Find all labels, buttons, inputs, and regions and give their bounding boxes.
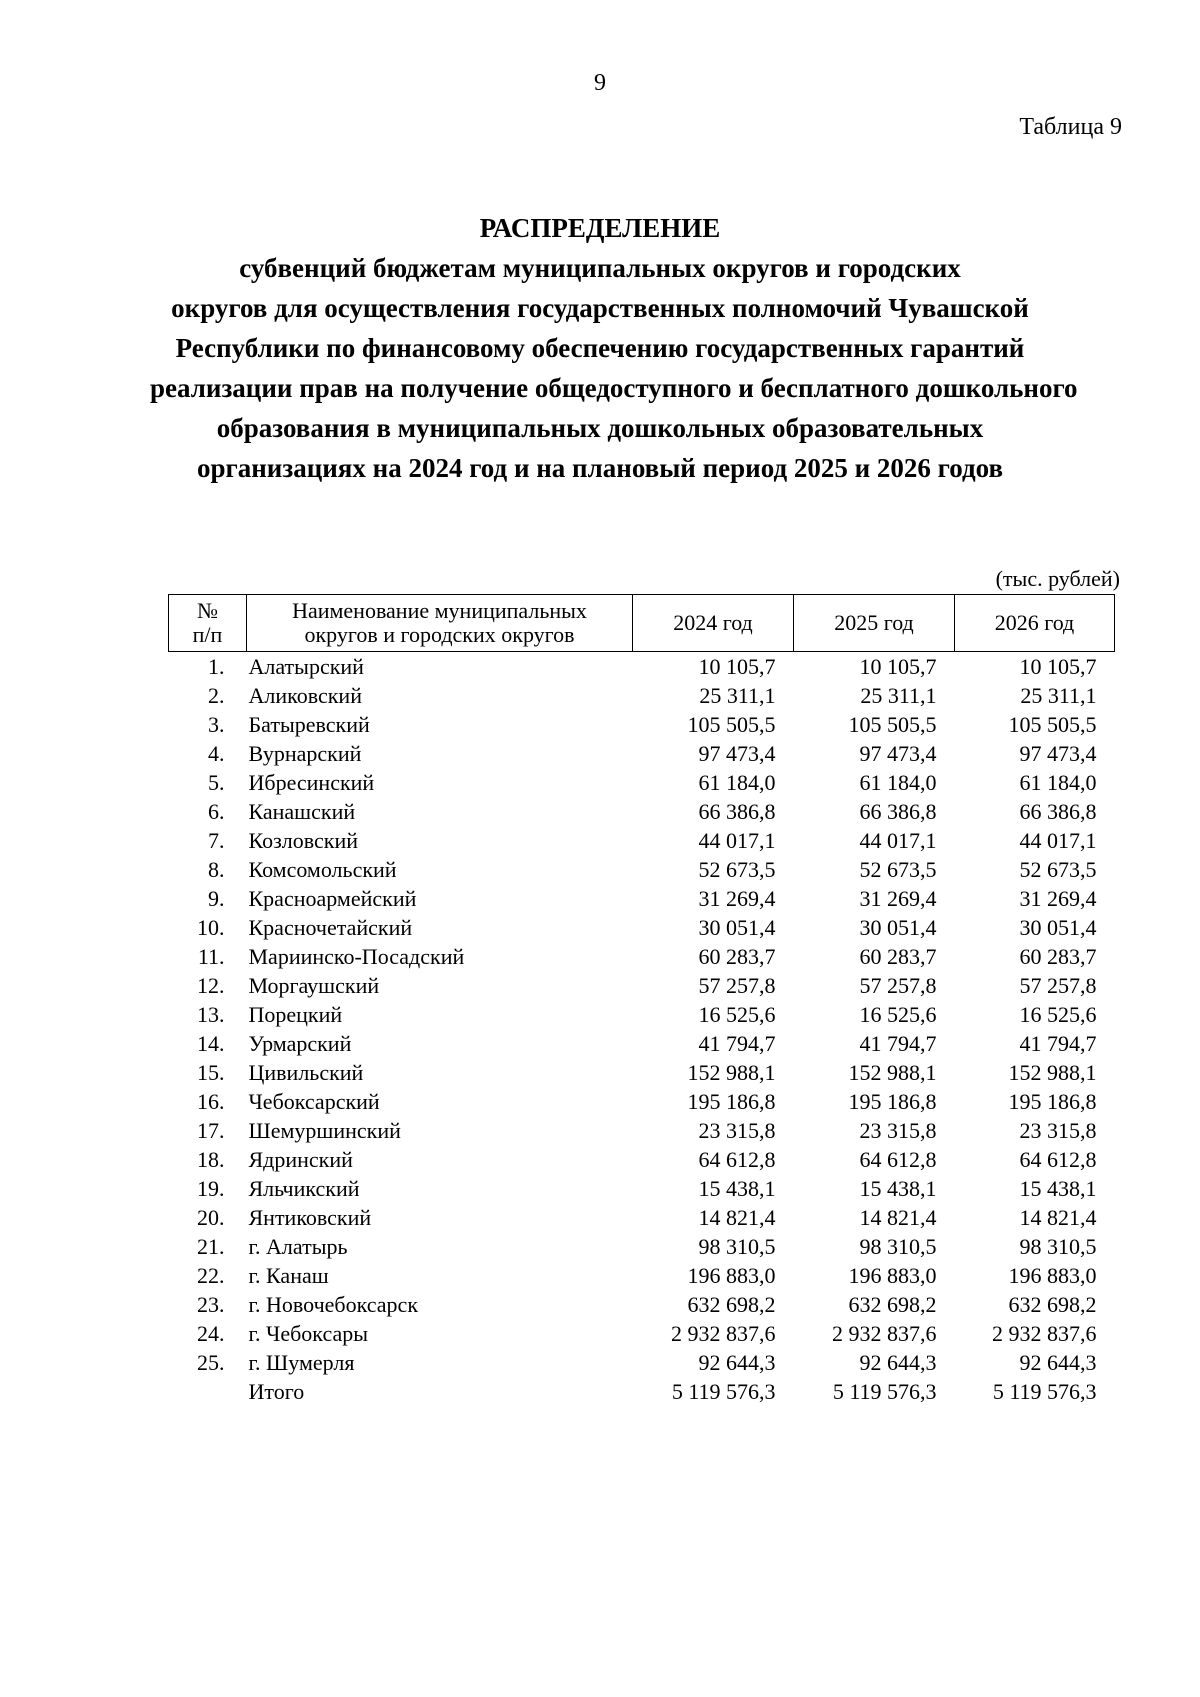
table-row xyxy=(169,652,1115,682)
row-value-2024: 10 105,7 xyxy=(698,654,776,679)
row-number xyxy=(169,1377,247,1406)
table-row xyxy=(169,1290,1115,1319)
row-name: Ядринский xyxy=(248,1147,353,1172)
row-number: 12. xyxy=(197,973,225,998)
header-name-line2: округов и городских округов xyxy=(304,622,575,647)
row-number: 10. xyxy=(197,915,225,940)
row-value-2026: 97 473,4 xyxy=(1019,741,1097,766)
table-row xyxy=(169,797,1115,826)
row-value-2024: 195 186,8 xyxy=(687,1089,776,1114)
row-value-2026: 105 505,5 xyxy=(1008,712,1097,737)
row-number: 5. xyxy=(208,770,225,795)
table-header xyxy=(169,595,1115,652)
table-row xyxy=(169,739,1115,768)
row-value-2026: 61 184,0 xyxy=(1019,770,1097,795)
row-value-2024: 15 438,1 xyxy=(698,1176,776,1201)
table-row xyxy=(169,971,1115,1000)
row-value-2024: 44 017,1 xyxy=(698,828,776,853)
row-value-2025: 44 017,1 xyxy=(859,828,937,853)
table-row xyxy=(169,1058,1115,1087)
table-row-total xyxy=(169,1377,1115,1406)
row-value-2025: 23 315,8 xyxy=(859,1118,937,1143)
heading-title: РАСПРЕДЕЛЕНИЕ xyxy=(479,213,721,243)
row-value-2025: 16 525,6 xyxy=(859,1002,937,1027)
table-row xyxy=(169,884,1115,913)
row-name: Чебоксарский xyxy=(248,1089,380,1114)
row-value-2024: 16 525,6 xyxy=(698,1002,776,1027)
row-value-2025: 57 257,8 xyxy=(859,973,937,998)
row-value-2025: 60 283,7 xyxy=(859,944,937,969)
row-value-2025: 98 310,5 xyxy=(859,1234,937,1259)
row-value-2026: 30 051,4 xyxy=(1019,915,1097,940)
row-number: 24. xyxy=(197,1321,225,1346)
row-value-2025: 5 119 576,3 xyxy=(832,1379,937,1404)
document-heading xyxy=(150,208,1078,488)
row-number: 25. xyxy=(197,1350,225,1375)
row-value-2025: 52 673,5 xyxy=(859,857,937,882)
units-label: (тыс. рублей) xyxy=(995,566,1120,591)
row-name: Моргаушский xyxy=(248,973,380,998)
table-row xyxy=(169,1203,1115,1232)
row-value-2026: 15 438,1 xyxy=(1019,1176,1097,1201)
row-number: 13. xyxy=(197,1002,225,1027)
row-number: 20. xyxy=(197,1205,225,1230)
heading-line: субвенций бюджетам муниципальных округов и городских xyxy=(239,253,961,283)
row-value-2026: 2 932 837,6 xyxy=(992,1321,1097,1346)
row-value-2026: 44 017,1 xyxy=(1019,828,1097,853)
row-value-2025: 66 386,8 xyxy=(859,799,937,824)
row-number: 7. xyxy=(208,828,225,853)
row-number: 14. xyxy=(197,1031,225,1056)
header-number xyxy=(169,595,247,652)
header-name-line1: Наименование муниципальных xyxy=(292,598,587,623)
row-value-2025: 15 438,1 xyxy=(859,1176,937,1201)
row-number: 18. xyxy=(197,1147,225,1172)
row-number: 6. xyxy=(208,799,225,824)
row-value-2024: 196 883,0 xyxy=(687,1263,776,1288)
row-value-2025: 152 988,1 xyxy=(848,1060,937,1085)
row-value-2025: 632 698,2 xyxy=(848,1292,937,1317)
row-value-2026: 14 821,4 xyxy=(1019,1205,1097,1230)
row-name: Мариинско-Посадский xyxy=(248,944,465,969)
page-number: 9 xyxy=(594,70,606,96)
row-value-2025: 31 269,4 xyxy=(859,886,937,911)
row-value-2024: 105 505,5 xyxy=(687,712,776,737)
row-value-2026: 57 257,8 xyxy=(1019,973,1097,998)
table-row xyxy=(169,768,1115,797)
row-value-2024: 66 386,8 xyxy=(698,799,776,824)
row-number: 15. xyxy=(197,1060,225,1085)
row-name: Яльчикский xyxy=(248,1176,360,1201)
row-name: г. Шумерля xyxy=(248,1350,355,1375)
table-label: Таблица 9 xyxy=(1019,114,1122,140)
row-number: 17. xyxy=(197,1118,225,1143)
row-value-2026: 92 644,3 xyxy=(1019,1350,1097,1375)
row-number: 19. xyxy=(197,1176,225,1201)
table-row xyxy=(169,1261,1115,1290)
heading-line: реализации прав на получение общедоступного и бесплатного дошкольного xyxy=(150,373,1078,403)
row-name: Красночетайский xyxy=(248,915,413,940)
row-value-2024: 25 311,1 xyxy=(699,683,776,708)
row-value-2024: 23 315,8 xyxy=(698,1118,776,1143)
row-number: 3. xyxy=(208,712,225,737)
header-row xyxy=(169,595,1115,652)
row-value-2024: 14 821,4 xyxy=(698,1205,776,1230)
table-row xyxy=(169,1232,1115,1261)
row-value-2026: 632 698,2 xyxy=(1008,1292,1097,1317)
header-year-2025: 2025 год xyxy=(794,595,955,652)
row-number: 16. xyxy=(197,1089,225,1114)
row-value-2026: 196 883,0 xyxy=(1008,1263,1097,1288)
row-value-2026: 52 673,5 xyxy=(1019,857,1097,882)
row-value-2026: 64 612,8 xyxy=(1019,1147,1097,1172)
row-value-2025: 30 051,4 xyxy=(859,915,937,940)
row-value-2024: 61 184,0 xyxy=(698,770,776,795)
table-row xyxy=(169,710,1115,739)
table-body xyxy=(169,652,1115,1407)
row-name: Батыревский xyxy=(248,712,370,737)
row-name: Алатырский xyxy=(248,654,364,679)
row-value-2025: 10 105,7 xyxy=(859,654,937,679)
row-name: Цивильский xyxy=(248,1060,364,1085)
row-value-2026: 10 105,7 xyxy=(1019,654,1097,679)
row-value-2025: 14 821,4 xyxy=(859,1205,937,1230)
row-name: Козловский xyxy=(248,828,359,853)
row-name: Шемуршинский xyxy=(248,1118,401,1143)
table-row xyxy=(169,681,1115,710)
row-value-2026: 31 269,4 xyxy=(1019,886,1097,911)
row-value-2025: 105 505,5 xyxy=(848,712,937,737)
row-value-2025: 92 644,3 xyxy=(859,1350,937,1375)
row-value-2026: 195 186,8 xyxy=(1008,1089,1097,1114)
row-name: г. Чебоксары xyxy=(248,1321,369,1346)
row-name: г. Новочебоксарск xyxy=(248,1292,419,1317)
row-value-2026: 16 525,6 xyxy=(1019,1002,1097,1027)
row-number: 23. xyxy=(197,1292,225,1317)
header-number-line2: п/п xyxy=(192,622,223,647)
row-name: Янтиковский xyxy=(248,1205,372,1230)
table-row xyxy=(169,913,1115,942)
row-value-2025: 97 473,4 xyxy=(859,741,937,766)
row-value-2025: 64 612,8 xyxy=(859,1147,937,1172)
table-row xyxy=(169,1174,1115,1203)
row-name: Красноармейский xyxy=(248,886,417,911)
row-value-2024: 98 310,5 xyxy=(698,1234,776,1259)
row-number: 21. xyxy=(197,1234,225,1259)
row-value-2025: 61 184,0 xyxy=(859,770,937,795)
table-row xyxy=(169,1029,1115,1058)
row-value-2025: 41 794,7 xyxy=(859,1031,937,1056)
row-value-2024: 632 698,2 xyxy=(687,1292,776,1317)
table-row xyxy=(169,1087,1115,1116)
row-name: Канашский xyxy=(248,799,356,824)
row-name: Вурнарский xyxy=(248,741,362,766)
row-value-2024: 97 473,4 xyxy=(698,741,776,766)
row-value-2024: 57 257,8 xyxy=(698,973,776,998)
heading-line: Республики по финансовому обеспечению государственных гарантий xyxy=(175,333,1025,363)
row-value-2024: 92 644,3 xyxy=(698,1350,776,1375)
row-value-2024: 64 612,8 xyxy=(698,1147,776,1172)
heading-line: организациях на 2024 год и на плановый период 2025 и 2026 годов xyxy=(196,453,1004,483)
row-value-2024: 30 051,4 xyxy=(698,915,776,940)
heading-line: образования в муниципальных дошкольных образовательных xyxy=(216,413,984,443)
row-number: 1. xyxy=(208,654,225,679)
row-value-2024: 31 269,4 xyxy=(698,886,776,911)
table-row xyxy=(169,1145,1115,1174)
header-number-line1: № xyxy=(197,598,218,623)
table-row xyxy=(169,826,1115,855)
table-row xyxy=(169,1116,1115,1145)
row-value-2025: 25 311,1 xyxy=(860,683,937,708)
row-value-2026: 25 311,1 xyxy=(1020,683,1097,708)
row-value-2024: 152 988,1 xyxy=(687,1060,776,1085)
table-row xyxy=(169,855,1115,884)
row-name: Итого xyxy=(248,1379,305,1404)
table-row xyxy=(169,1000,1115,1029)
row-number: 4. xyxy=(208,741,225,766)
row-name: Порецкий xyxy=(248,1002,343,1027)
row-value-2024: 41 794,7 xyxy=(698,1031,776,1056)
row-value-2024: 52 673,5 xyxy=(698,857,776,882)
row-name: г. Канаш xyxy=(248,1263,329,1288)
row-number: 22. xyxy=(197,1263,225,1288)
row-value-2026: 66 386,8 xyxy=(1019,799,1097,824)
row-value-2025: 195 186,8 xyxy=(848,1089,937,1114)
header-name xyxy=(247,595,633,652)
row-value-2025: 2 932 837,6 xyxy=(832,1321,937,1346)
row-name: Урмарский xyxy=(248,1031,352,1056)
row-name: Комсомольский xyxy=(248,857,397,882)
table-row xyxy=(169,1319,1115,1348)
row-number: 9. xyxy=(208,886,225,911)
row-name: Ибресинский xyxy=(248,770,375,795)
row-value-2024: 60 283,7 xyxy=(698,944,776,969)
table-row xyxy=(169,1348,1115,1377)
row-number: 8. xyxy=(208,857,225,882)
row-number: 11. xyxy=(197,944,225,969)
row-value-2024: 2 932 837,6 xyxy=(671,1321,776,1346)
row-value-2025: 196 883,0 xyxy=(848,1263,937,1288)
row-value-2026: 23 315,8 xyxy=(1019,1118,1097,1143)
row-value-2026: 41 794,7 xyxy=(1019,1031,1097,1056)
heading-line: округов для осуществления государственных полномочий Чувашской xyxy=(171,293,1029,323)
row-value-2026: 60 283,7 xyxy=(1019,944,1097,969)
row-value-2024: 5 119 576,3 xyxy=(671,1379,776,1404)
row-value-2026: 98 310,5 xyxy=(1019,1234,1097,1259)
row-number: 2. xyxy=(208,683,225,708)
row-value-2026: 152 988,1 xyxy=(1008,1060,1097,1085)
header-year-2026: 2026 год xyxy=(955,595,1115,652)
row-name: Аликовский xyxy=(248,683,362,708)
table-row xyxy=(169,942,1115,971)
header-year-2024: 2024 год xyxy=(633,595,794,652)
row-name: г. Алатырь xyxy=(248,1234,348,1259)
row-value-2026: 5 119 576,3 xyxy=(992,1379,1097,1404)
subvention-table xyxy=(168,594,1115,1406)
